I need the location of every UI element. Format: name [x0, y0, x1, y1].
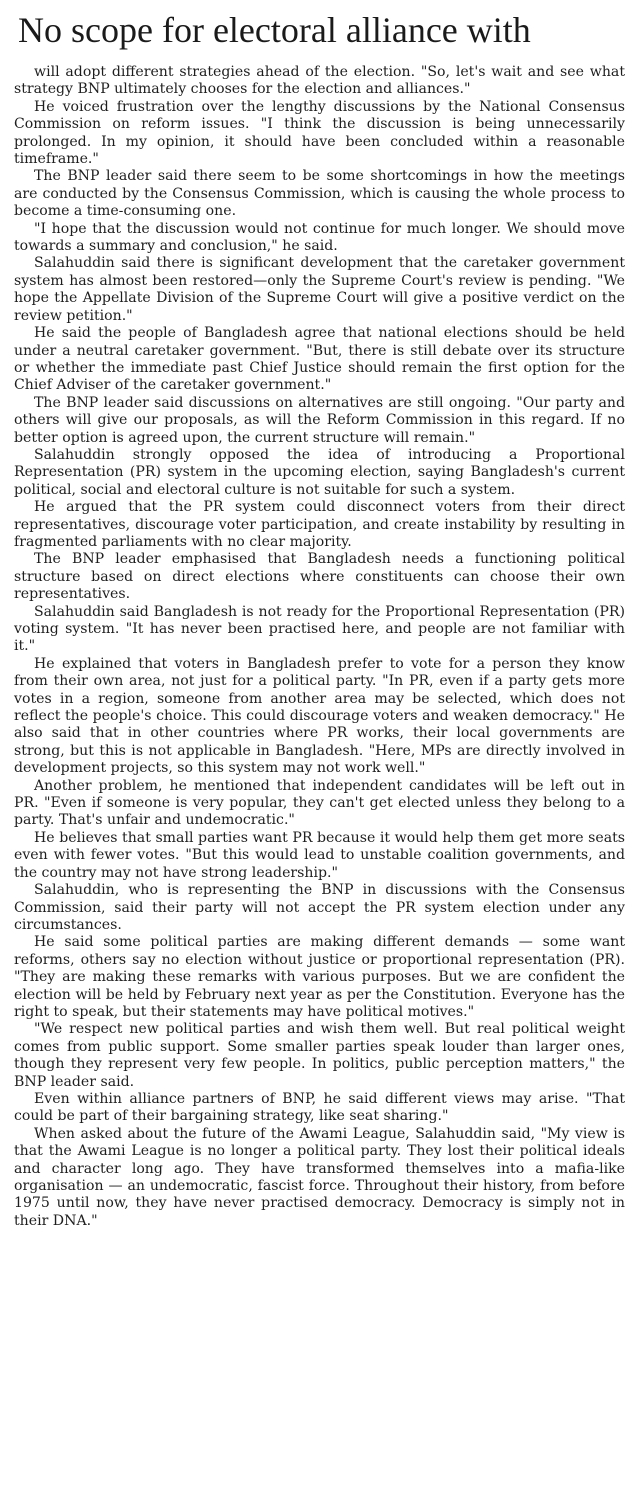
paragraph: When asked about the future of the Awami League, Salahuddin said, "My view is that the Awami League is no longer a political party. They lost their political ideals and character long ago. They have transformed themselves into a mafia-like organisation — an undemocratic, fascist force. Throughout their history, from before 1975 until now, they have never practised democracy. Democracy is simply not in their DNA."	[14, 1125, 625, 1229]
paragraph: Another problem, he mentioned that independent candidates will be left out in PR. "Even if someone is very popular, they can't get elected unless they belong to a party. That's unfair and undemocratic."	[14, 777, 625, 829]
paragraph: He said some political parties are making different demands — some want reforms, others say no election without justice or proportional representation (PR). "They are making these remarks with various purposes. But we are confident the election will be held by February next year as per the Constitution. Everyone has the right to speak, but their statements may have political motives."	[14, 934, 625, 1020]
article-body	[14, 64, 625, 1230]
paragraph: Salahuddin, who is representing the BNP in discussions with the Consensus Commission, said their party will not accept the PR system election under any circumstances.	[14, 882, 625, 933]
paragraph: "We respect new political parties and wish them well. But real political weight comes from public support. Some smaller parties speak louder than larger ones, though they represent very few people. In politics, public perception matters," the BNP leader said.	[14, 1021, 625, 1090]
paragraph: Salahuddin said Bangladesh is not ready for the Proportional Representation (PR) voting system. "It has never been practised here, and people are not familiar with it."	[14, 603, 625, 655]
paragraph: He explained that voters in Bangladesh prefer to vote for a person they know from their own area, not just for a political party. "In PR, even if a party gets more votes in a region, someone from another area may be selected, which does not reflect the people's choice. This could discourage voters and weaken democracy." He also said that in other countries where PR works, their local governments are strong, but this is not applicable in Bangladesh. "Here, MPs are directly involved in development projects, so this system may not work well."	[14, 655, 625, 777]
paragraph: Even within alliance partners of BNP, he said different views may arise. "That could be part of their bargaining strategy, like seat sharing."	[14, 1090, 625, 1125]
paragraph: The BNP leader said there seem to be some shortcomings in how the meetings are conducted by the Consensus Commission, which is causing the whole process to become a time-consuming one.	[14, 168, 625, 220]
paragraph: The BNP leader emphasised that Bangladesh needs a functioning political structure based on direct elections where constituents can choose their own representatives.	[14, 551, 625, 603]
paragraph: He argued that the PR system could disconnect voters from their direct representatives, discourage voter participation, and create instability by resulting in fragmented parliaments with no clear majority.	[14, 499, 625, 550]
paragraph: He said the people of Bangladesh agree that national elections should be held under a neutral caretaker government. "But, there is still debate over its structure or whether the immediate past Chief Justice should remain the first option for the Chief Adviser of the caretaker government."	[14, 325, 625, 394]
headline: No scope for electoral alliance with	[18, 10, 531, 50]
paragraph: "I hope that the discussion would not continue for much longer. We should move towards a summary and conclusion," he said.	[14, 220, 625, 255]
paragraph: He believes that small parties want PR because it would help them get more seats even with fewer votes. "But this would lead to unstable coalition governments, and the country may not have strong leadership."	[14, 829, 625, 881]
paragraph: The BNP leader said discussions on alternatives are still ongoing. "Our party and others will give our proposals, as will the Reform Commission in this regard. If no better option is agreed upon, the current structure will remain."	[14, 394, 625, 446]
paragraph: will adopt different strategies ahead of the election. "So, let's wait and see what strategy BNP ultimately chooses for the election and alliances."	[14, 64, 625, 98]
paragraph: He voiced frustration over the lengthy discussions by the National Consensus Commission on reform issues. "I think the discussion is being unnecessarily prolonged. In my opinion, it should have been concluded within a reasonable timeframe."	[14, 98, 625, 168]
paragraph: Salahuddin strongly opposed the idea of introducing a Proportional Representation (PR) system in the upcoming election, saying Bangladesh's current political, social and electoral culture is not suitable for such a system.	[14, 446, 625, 498]
paragraph: Salahuddin said there is significant development that the caretaker government system has almost been restored—only the Supreme Court's review is pending. "We hope the Appellate Division of the Supreme Court will give a positive verdict on the review petition."	[14, 255, 625, 324]
